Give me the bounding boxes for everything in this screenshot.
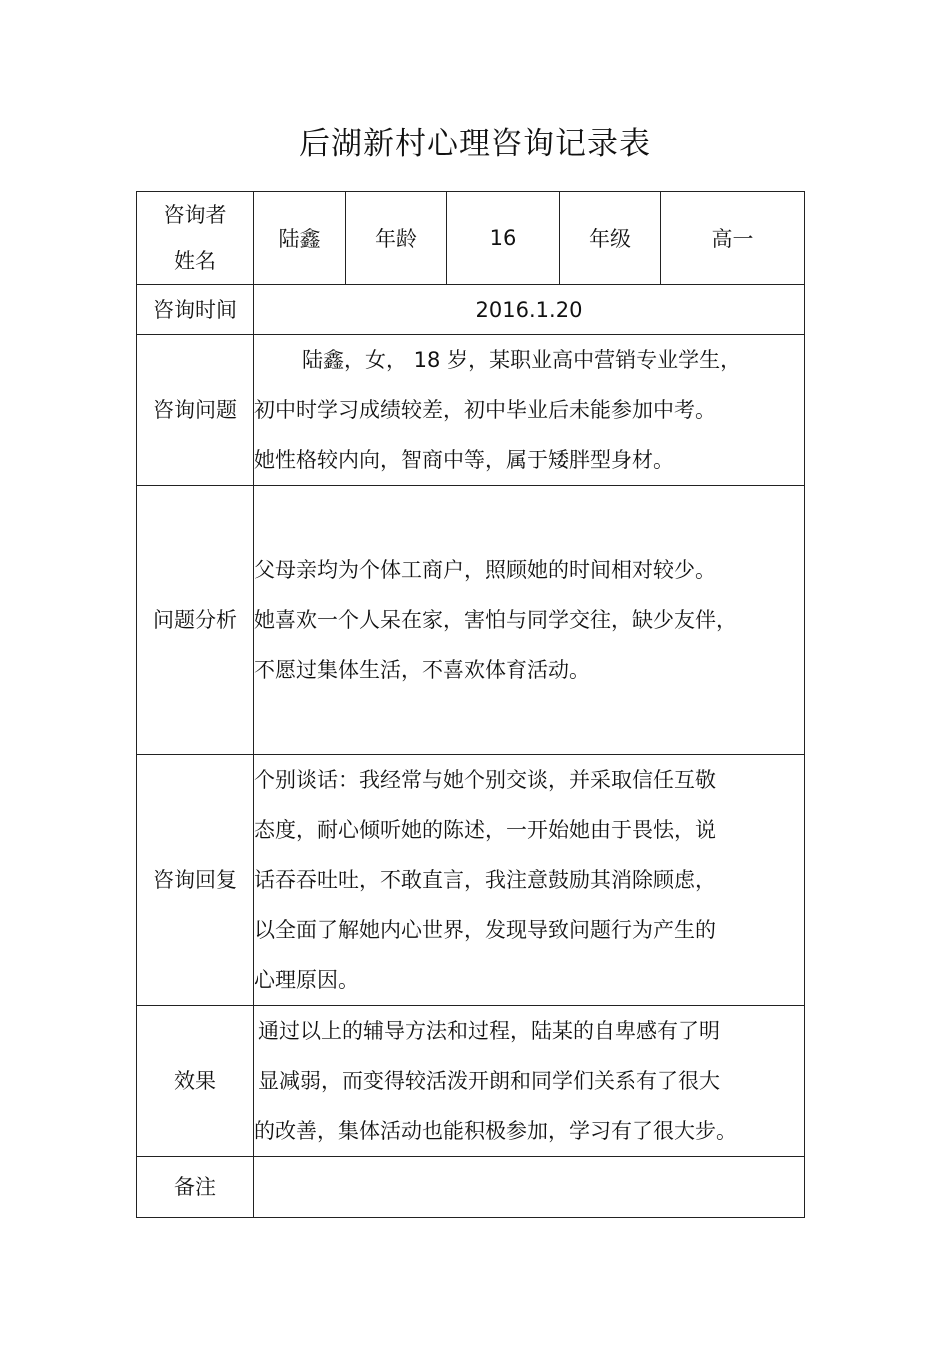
remark-value xyxy=(254,1157,805,1218)
row-basic-info xyxy=(137,192,805,285)
row-effect xyxy=(137,1006,805,1157)
name-label-line2: 姓名 xyxy=(174,249,216,273)
remark-label: 备注 xyxy=(137,1157,254,1218)
row-reply xyxy=(137,755,805,1006)
effect-line: 通过以上的辅导方法和过程，陆某的自卑感有了明 xyxy=(258,1019,720,1043)
time-label: 咨询时间 xyxy=(137,285,254,335)
reply-label: 咨询回复 xyxy=(137,755,254,1006)
age-label: 年龄 xyxy=(346,192,447,285)
reply-line: 态度，耐心倾听她的陈述，一开始她由于畏怯，说 xyxy=(254,818,716,842)
row-remark xyxy=(137,1157,805,1218)
analysis-line: 不愿过集体生活，不喜欢体育活动。 xyxy=(254,658,590,682)
problem-line: 初中时学习成绩较差，初中毕业后未能参加中考。 xyxy=(254,398,716,422)
problem-line: 陆鑫，女， 18 岁，某职业高中营销专业学生， xyxy=(302,348,742,372)
effect-line: 的改善，集体活动也能积极参加，学习有了很大步。 xyxy=(254,1119,737,1143)
analysis-line: 父母亲均为个体工商户，照顾她的时间相对较少。 xyxy=(254,558,716,582)
analysis-line: 她喜欢一个人呆在家，害怕与同学交往，缺少友伴， xyxy=(254,608,737,632)
grade-value: 高一 xyxy=(661,192,805,285)
effect-line: 显减弱，而变得较活泼开朗和同学们关系有了很大 xyxy=(258,1069,720,1093)
reply-line: 以全面了解她内心世界，发现导致问题行为产生的 xyxy=(254,918,716,942)
problem-text xyxy=(254,335,805,486)
effect-text xyxy=(254,1006,805,1157)
name-label-cell xyxy=(137,192,254,285)
reply-text xyxy=(254,755,805,1006)
time-value: 2016.1.20 xyxy=(254,285,805,335)
effect-label: 效果 xyxy=(137,1006,254,1157)
name-label-line1: 咨询者 xyxy=(163,203,227,227)
age-value: 16 xyxy=(447,192,560,285)
row-analysis xyxy=(137,486,805,755)
problem-line: 她性格较内向，智商中等，属于矮胖型身材。 xyxy=(254,448,674,472)
reply-line: 个别谈话：我经常与她个别交谈，并采取信任互敬 xyxy=(254,768,716,792)
record-table xyxy=(136,191,805,1218)
grade-label: 年级 xyxy=(560,192,661,285)
row-problem xyxy=(137,335,805,486)
row-time xyxy=(137,285,805,335)
name-value: 陆鑫 xyxy=(254,192,346,285)
reply-line: 话吞吞吐吐，不敢直言，我注意鼓励其消除顾虑， xyxy=(254,868,716,892)
reply-line: 心理原因。 xyxy=(254,968,359,992)
problem-label: 咨询问题 xyxy=(137,335,254,486)
form-title: 后湖新村心理咨询记录表 xyxy=(299,126,651,162)
analysis-text xyxy=(254,486,805,755)
analysis-label: 问题分析 xyxy=(137,486,254,755)
